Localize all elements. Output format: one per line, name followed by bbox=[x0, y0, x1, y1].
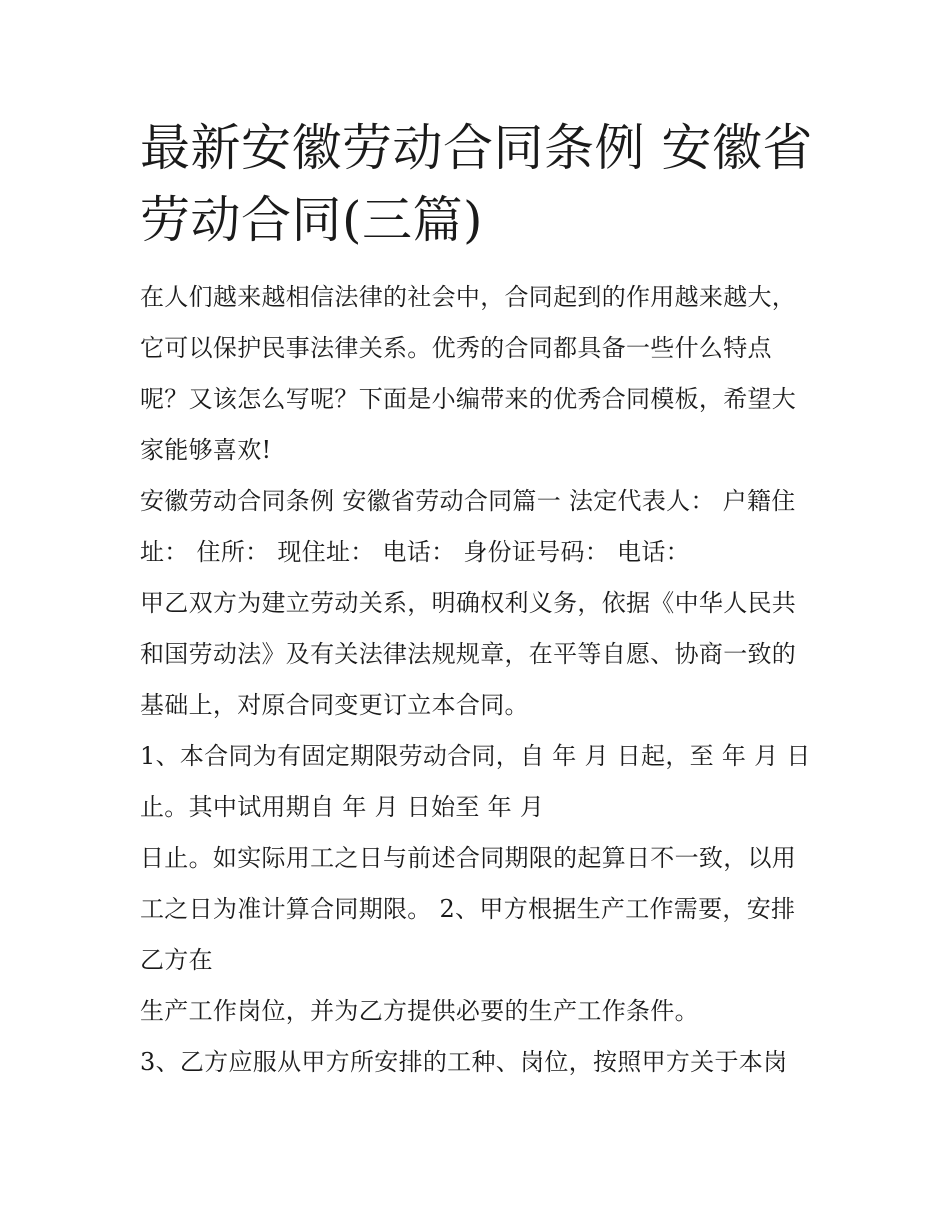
title-line: 最新安徽劳动合同条例 安徽省 bbox=[140, 119, 813, 177]
body-line: 在人们越来越相信法律的社会中，合同起到的作用越来越大， bbox=[140, 283, 797, 311]
body-line: 止。其中试用期自 年 月 日始至 年 月 bbox=[140, 793, 545, 821]
body-line: 址： 住所： 现住址： 电话： 身份证号码： 电话： bbox=[140, 538, 690, 566]
body-line: 1、本合同为有固定期限劳动合同，自 年 月 日起，至 年 月 日 bbox=[140, 742, 811, 770]
document-title bbox=[140, 112, 820, 256]
body-line: 日止。如实际用工之日与前述合同期限的起算日不一致，以用 bbox=[140, 844, 797, 872]
body-line: 乙方在 bbox=[140, 946, 213, 974]
body-line: 和国劳动法》及有关法律法规规章，在平等自愿、协商一致的 bbox=[140, 640, 797, 668]
document-page bbox=[140, 112, 820, 1088]
body-line: 生产工作岗位，并为乙方提供必要的生产工作条件。 bbox=[140, 997, 699, 1025]
body-line: 家能够喜欢! bbox=[140, 436, 272, 464]
body-line: 基础上，对原合同变更订立本合同。 bbox=[140, 691, 529, 719]
body-line: 甲乙双方为建立劳动关系，明确权利义务，依据《中华人民共 bbox=[140, 589, 797, 617]
body-line: 呢？又该怎么写呢？下面是小编带来的优秀合同模板，希望大 bbox=[140, 385, 797, 413]
body-line: 工之日为准计算合同期限。 2、甲方根据生产工作需要，安排 bbox=[140, 895, 796, 923]
title-line: 劳动合同(三篇) bbox=[140, 191, 484, 249]
document-body bbox=[140, 272, 820, 1088]
body-line: 3、乙方应服从甲方所安排的工种、岗位，按照甲方关于本岗 bbox=[140, 1048, 788, 1076]
body-line: 安徽劳动合同条例 安徽省劳动合同篇一 法定代表人： 户籍住 bbox=[140, 487, 796, 515]
body-line: 它可以保护民事法律关系。优秀的合同都具备一些什么特点 bbox=[140, 334, 772, 362]
